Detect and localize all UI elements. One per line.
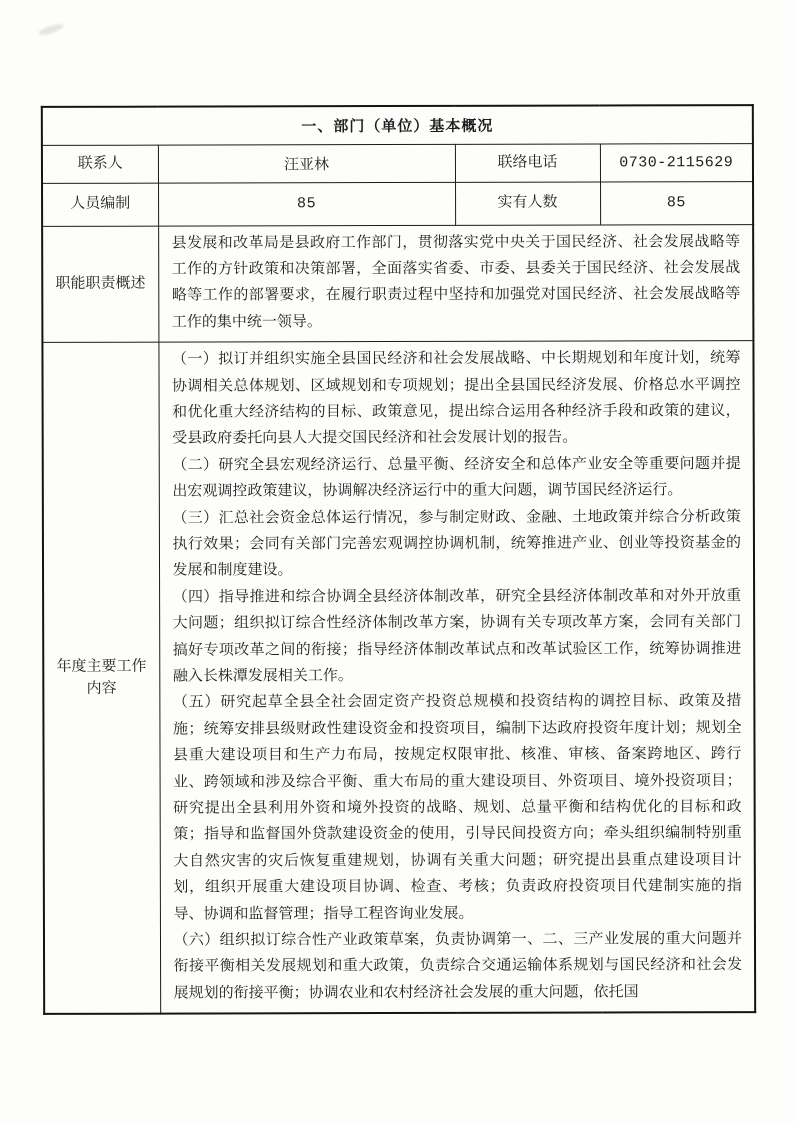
contact-person-value: 汪亚林 [158, 144, 455, 183]
annual-work-paragraph-4: （四）指导推进和综合协调全县经济体制改革，研究全县经济体制改革和对外开放重大问题；组织拟订综合性经济体制改革方案，协调有关专项改革方案，会同有关部门搞好专项改革之间的衔接；指导经济体制改革试点和改革试验区工作，统筹协调推进融入长株潭发展相关工作。 [172, 587, 742, 685]
duties-label: 职能职责概述 [42, 226, 158, 343]
annual-work-content [158, 341, 755, 1014]
basic-overview-table [41, 104, 756, 1015]
annual-work-label: 年度主要工作内容 [42, 342, 160, 1014]
table-title-row [42, 105, 753, 145]
annual-work-paragraph-3: （三）汇总社会资金总体运行情况，参与制定财政、金融、土地政策并综合分析政策执行效果；会同有关部门完善宏观调控协调机制，统筹推进产业、创业等投资基金的发展和制度建设。 [172, 508, 741, 579]
contact-phone-label: 联络电话 [455, 143, 600, 181]
authorized-staff-label: 人员编制 [42, 183, 158, 226]
duties-row [42, 224, 753, 342]
document-table-container [41, 104, 754, 1015]
annual-work-paragraph-5: （五）研究起草全县全社会固定资产投资总规模和投资结构的调控目标、政策及措施；统筹安排县级财政性建设资金和投资项目，编制下达政府投资年度计划；规划全县重大建设项目和生产力布局，按规定权限审批、核准、审核、备案跨地区、跨行业、跨领域和涉及综合平衡、重大布局的重大建设项目、外资项目、境外投资项目；研究提出全县利用外资和境外投资的战略、规划、总量平衡和结构优化的目标和政策；指导和监督国外贷款建设资金的使用，引导民间投资方向；牵头组织编制特别重大自然灾害的灾后恢复重建规划，协调有关重大问题；研究提出县重点建设项目计划，组织开展重大建设项目协调、检查、考核；负责政府投资项目代建制实施的指导、协调和监督管理；指导工程咨询业发展。 [172, 693, 742, 923]
authorized-staff-value: 85 [158, 182, 455, 226]
scan-artifact [38, 22, 65, 37]
staffing-row [42, 181, 753, 226]
annual-work-paragraph-1: （一）拟订并组织实施全县国民经济和社会发展战略、中长期规划和年度计划，统筹协调相关总体规划、区域规划和专项规划；提出全县国民经济发展、价格总水平调控和优化重大经济结构的目标、政策意见，提出综合运用各种经济手段和政策的建议，受县政府委托向县人大提交国民经济和社会发展计划的报告。 [171, 350, 741, 447]
duties-content [158, 224, 753, 342]
actual-staff-label: 实有人数 [455, 181, 600, 224]
annual-work-row [42, 341, 755, 1015]
contact-person-label: 联系人 [42, 145, 158, 183]
table-title: 一、部门（单位）基本概况 [42, 105, 753, 145]
contact-row [42, 143, 753, 183]
contact-phone-value: 0730-2115629 [600, 143, 753, 181]
actual-staff-value: 85 [600, 181, 753, 224]
annual-work-paragraph-6: （六）组织拟订综合性产业政策草案，负责协调第一、二、三产业发展的重大问题并衔接平衡相关发展规划和重大政策，负责综合交通运输体系规划与国民经济和社会发展规划的衔接平衡；协调农业和农村经济社会发展的重大问题，依托国 [173, 931, 743, 1002]
duties-paragraph: 县发展和改革局是县政府工作部门，贯彻落实党中央关于国民经济、社会发展战略等工作的方针政策和决策部署，全面落实省委、市委、县委关于国民经济、社会发展战略等工作的部署要求，在履行职责过程中坚持和加强党对国民经济、社会发展战略等工作的集中统一领导。 [171, 233, 741, 331]
annual-work-paragraph-2: （二）研究全县宏观经济运行、总量平衡、经济安全和总体产业安全等重要问题并提出宏观调控政策建议，协调解决经济运行中的重大问题，调节国民经济运行。 [172, 455, 741, 500]
